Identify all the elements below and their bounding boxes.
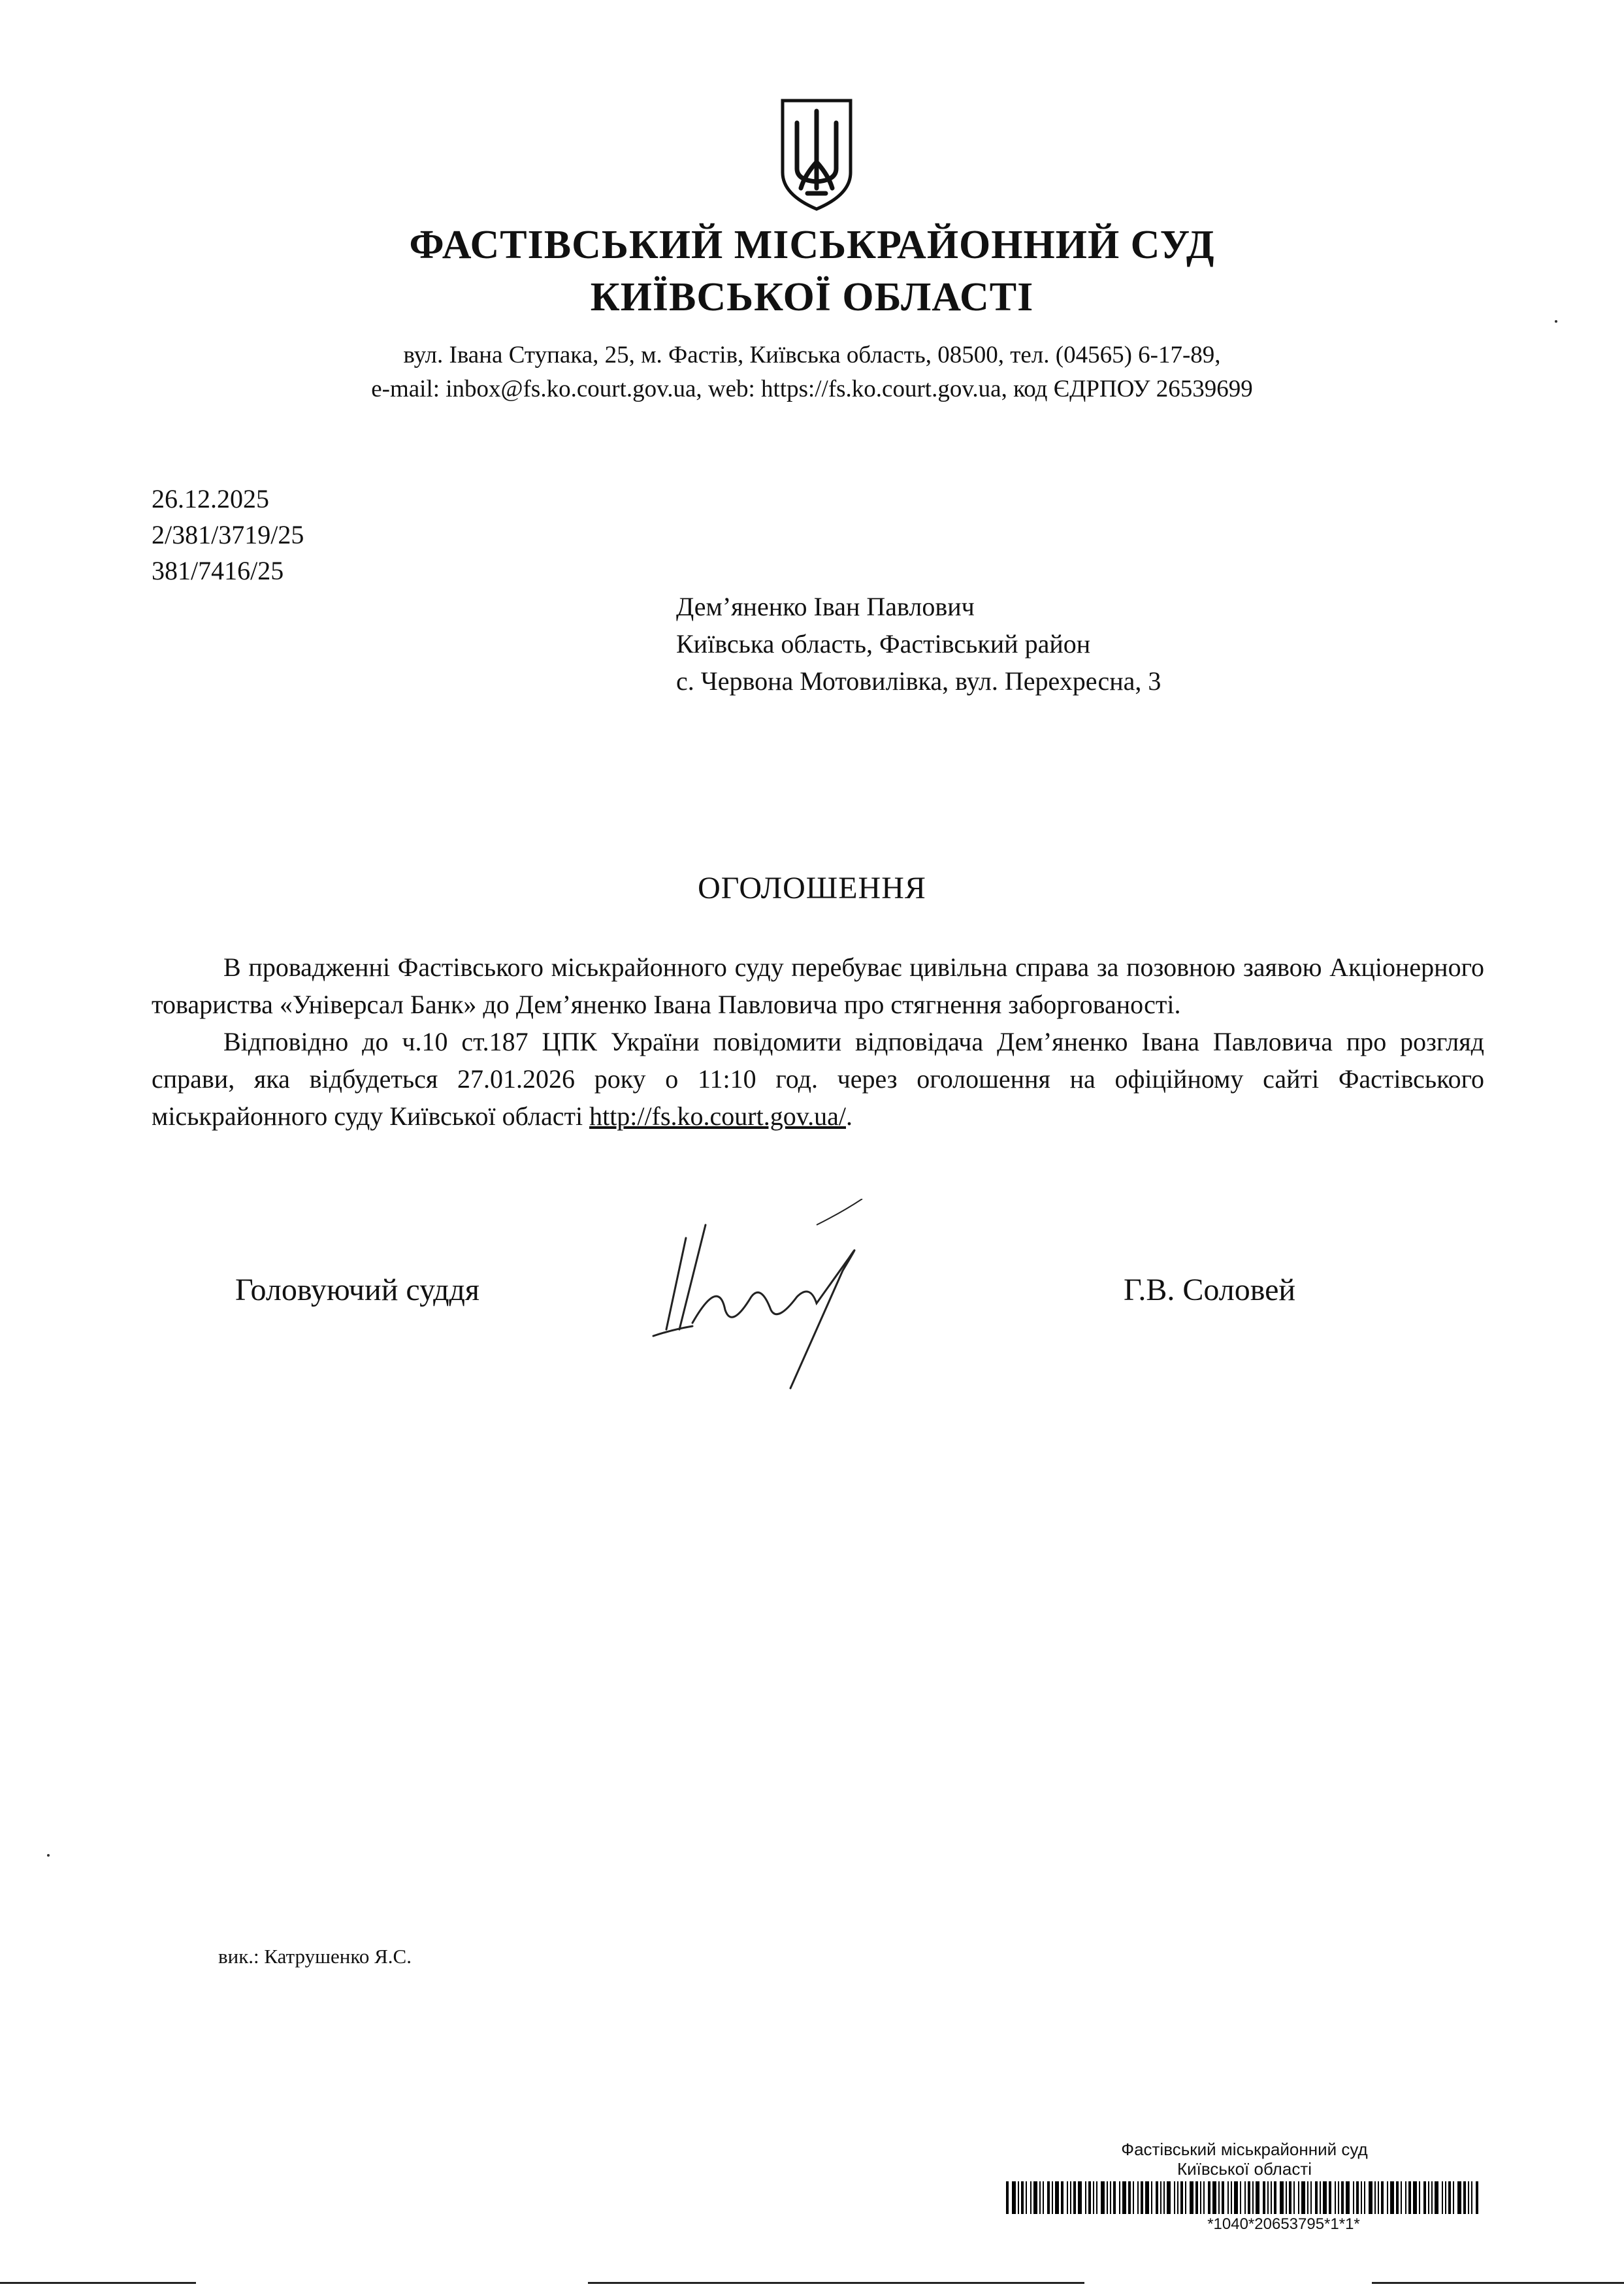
stamp-court-region: Київської області bbox=[1177, 2159, 1312, 2179]
recipient-address: с. Червона Мотовилівка, вул. Перехресна, 3 bbox=[676, 666, 1161, 696]
notice-paragraph-1: В провадженні Фастівського міськрайонного суду перебуває цивільна справа за позовною заявою Акціонерного товариства «Універсал Банк» до Дем’яненко Івана Павловича про стягнення заборгованості. bbox=[152, 952, 1484, 1019]
court-contacts-line: e-mail: inbox@fs.ko.court.gov.ua, web: https://fs.ko.court.gov.ua, код ЄДРПОУ 26539699 bbox=[371, 376, 1253, 402]
barcode-number: *1040*20653795*1*1* bbox=[1207, 2215, 1360, 2233]
notice-body bbox=[152, 949, 1484, 1135]
notice-heading: ОГОЛОШЕННЯ bbox=[698, 871, 926, 905]
judge-title: Головуючий суддя bbox=[235, 1273, 479, 1307]
notice-paragraph-2-text: Відповідно до ч.10 ст.187 ЦПК України повідомити відповідача Дем’яненко Івана Павловича про розгляд справи, яка відбудеться 27.01.2026 року о 11:10 год. через оголошення на офіційному сайті Фастівського міськрайонного суду Київської області bbox=[152, 1027, 1484, 1131]
recipient-region: Київська область, Фастівський район bbox=[676, 629, 1091, 659]
court-region: КИЇВСЬКОЇ ОБЛАСТІ bbox=[590, 275, 1034, 319]
court-website-link[interactable]: http://fs.ko.court.gov.ua/ bbox=[589, 1101, 846, 1131]
registration-stamp bbox=[1006, 2140, 1483, 2234]
executor-note: вик.: Катрушенко Я.С. bbox=[218, 1945, 412, 1968]
document-date: 26.12.2025 bbox=[152, 484, 269, 513]
scan-edge-line bbox=[588, 2282, 1084, 2284]
judge-signature bbox=[647, 1199, 895, 1395]
proceeding-number: 381/7416/25 bbox=[152, 556, 284, 585]
trident-coat-of-arms-icon bbox=[777, 97, 856, 212]
notice-paragraph-2 bbox=[152, 1023, 1484, 1135]
scan-speck bbox=[1555, 320, 1557, 323]
court-name: ФАСТІВСЬКИЙ МІСЬКРАЙОННИЙ СУД bbox=[409, 223, 1215, 267]
scan-speck bbox=[47, 1854, 50, 1857]
scan-edge-line bbox=[0, 2282, 196, 2284]
scan-edge-line bbox=[1372, 2282, 1624, 2284]
case-number: 2/381/3719/25 bbox=[152, 520, 304, 549]
stamp-court-name: Фастівський міськрайонний суд bbox=[1121, 2140, 1368, 2159]
notice-paragraph-2-end: . bbox=[846, 1101, 853, 1131]
barcode-icon bbox=[1006, 2181, 1483, 2214]
judge-name: Г.В. Соловей bbox=[1124, 1273, 1296, 1307]
court-address-line: вул. Івана Ступака, 25, м. Фастів, Київська область, 08500, тел. (04565) 6-17-89, bbox=[403, 342, 1221, 368]
recipient-name: Дем’яненко Іван Павлович bbox=[676, 592, 975, 621]
